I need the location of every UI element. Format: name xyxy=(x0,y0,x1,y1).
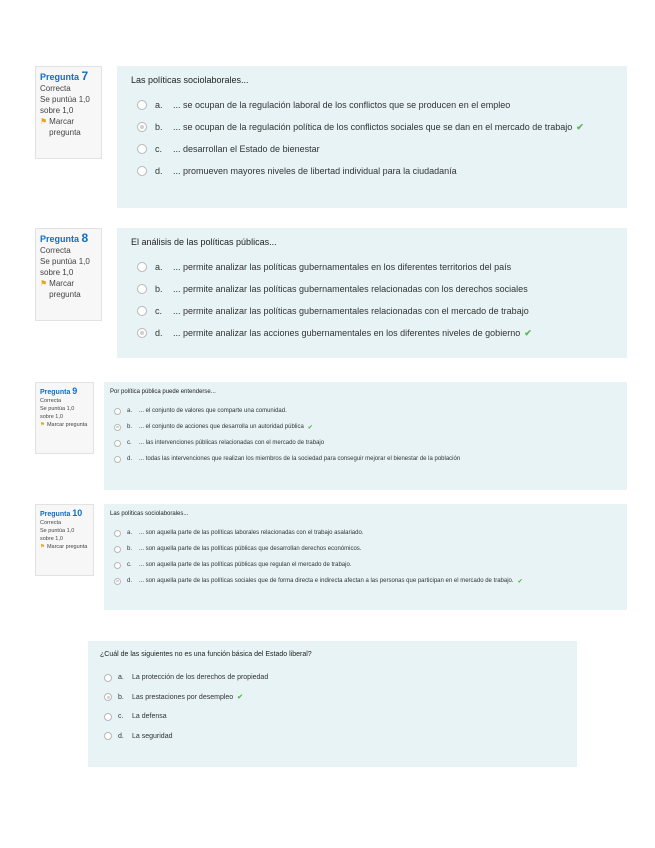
answer-text: ... son aquella parte de las políticas laborales relacionadas con el trabajo asalariado. xyxy=(139,530,364,536)
answer-text: La protección de los derechos de propiedad xyxy=(132,674,269,682)
question-state: Correcta xyxy=(40,398,62,404)
question-text: El análisis de las políticas públicas... xyxy=(131,237,277,247)
answer-text: ... desarrollan el Estado de bienestar xyxy=(173,144,320,154)
radio-button[interactable] xyxy=(137,100,147,110)
check-icon: ✔ xyxy=(517,578,523,585)
question-state: Correcta xyxy=(40,520,62,526)
question-grade: Se puntúa 1,0 sobre 1,0 xyxy=(40,406,75,420)
question-content xyxy=(117,66,627,208)
answer-option-a[interactable]: a. ... el conjunto de valores que comparte una comunidad. xyxy=(110,403,621,419)
answer-text: La defensa xyxy=(132,713,167,721)
flag-question-link[interactable]: ⚑ Marcar pregunta xyxy=(40,279,81,299)
radio-button[interactable] xyxy=(137,306,147,316)
question-content xyxy=(117,228,627,358)
answer-text: Las prestaciones por desempleo xyxy=(132,693,234,701)
answer-option-b[interactable]: b. ... son aquella parte de las políticas públicas que desarrollan derechos económicos. xyxy=(110,541,621,557)
answer-text: ... el conjunto de valores que comparte una comunidad. xyxy=(139,408,287,414)
question-number: Pregunta 9 xyxy=(40,386,78,396)
question-text: Las políticas sociolaborales... xyxy=(131,75,249,85)
radio-button[interactable] xyxy=(104,674,112,682)
check-icon: ✔ xyxy=(576,121,584,132)
answer-option-b[interactable]: b. ... se ocupan de la regulación política de los conflictos sociales que se dan en el mercado de trabajo ✔ xyxy=(131,116,613,138)
answer-option-d[interactable]: d. La seguridad xyxy=(100,727,565,747)
answer-option-c[interactable]: c. ... permite analizar las políticas gubernamentales relacionadas con el mercado de trabajo xyxy=(131,300,613,322)
question-grade: Se puntúa 1,0 sobre 1,0 xyxy=(40,95,90,115)
flag-icon: ⚑ xyxy=(40,279,48,288)
question-info xyxy=(35,66,102,159)
answer-text: ... todas las intervenciones que realizan los miembros de la sociedad para conseguir mejorar el bienestar de la población xyxy=(139,456,461,462)
question-grade: Se puntúa 1,0 sobre 1,0 xyxy=(40,528,75,542)
answer-option-c[interactable]: c. ... desarrollan el Estado de bienestar xyxy=(131,138,613,160)
answer-text: ... se ocupan de la regulación política de los conflictos sociales que se dan en el mercado de trabajo xyxy=(173,122,573,132)
answer-option-b[interactable]: b. ... permite analizar las políticas gubernamentales relacionadas con los derechos sociales xyxy=(131,278,613,300)
question-text: Por política pública puede entenderse... xyxy=(110,389,216,395)
question-info xyxy=(35,504,94,576)
radio-button[interactable] xyxy=(137,284,147,294)
answer-option-d[interactable]: d. ... permite analizar las acciones gubernamentales en los diferentes niveles de gobierno ✔ xyxy=(131,322,613,344)
radio-button[interactable] xyxy=(114,424,121,431)
check-icon: ✔ xyxy=(307,424,313,431)
question-content xyxy=(88,641,577,767)
radio-button[interactable] xyxy=(114,578,121,585)
radio-button[interactable] xyxy=(114,408,121,415)
question-text: ¿Cuál de las siguientes no es una función básica del Estado liberal? xyxy=(100,651,312,658)
question-state: Correcta xyxy=(40,84,71,93)
question-number: Pregunta 8 xyxy=(40,231,89,245)
answer-option-a[interactable]: a. La protección de los derechos de propiedad xyxy=(100,668,565,688)
answer-option-a[interactable]: a. ... son aquella parte de las políticas laborales relacionadas con el trabajo asalariado. xyxy=(110,525,621,541)
answer-option-d[interactable]: d. ... promueven mayores niveles de libertad individual para la ciudadanía xyxy=(131,160,613,182)
answer-text: La seguridad xyxy=(132,732,173,740)
flag-icon: ⚑ xyxy=(40,544,45,550)
answer-text: ... permite analizar las políticas gubernamentales relacionadas con el mercado de trabajo xyxy=(173,306,529,316)
radio-button[interactable] xyxy=(114,546,121,553)
answer-text: ... permite analizar las políticas gubernamentales relacionadas con los derechos sociales xyxy=(173,284,528,294)
answer-option-b[interactable]: b. ... el conjunto de acciones que desarrolla un autoridad pública ✔ xyxy=(110,419,621,435)
answer-text: ... permite analizar las acciones gubernamentales en los diferentes niveles de gobierno xyxy=(173,328,521,338)
answer-option-a[interactable]: a. ... se ocupan de la regulación laboral de los conflictos que se producen en el empleo xyxy=(131,94,613,116)
check-icon: ✔ xyxy=(524,327,532,338)
question-grade: Se puntúa 1,0 sobre 1,0 xyxy=(40,257,90,277)
radio-button[interactable] xyxy=(104,693,112,701)
answer-text: ... son aquella parte de las políticas públicas que regulan el mercado de trabajo. xyxy=(139,562,352,568)
answer-option-b[interactable]: b. Las prestaciones por desempleo ✔ xyxy=(100,688,565,708)
radio-button[interactable] xyxy=(114,456,121,463)
question-info xyxy=(35,382,94,454)
radio-button[interactable] xyxy=(114,440,121,447)
answer-option-c[interactable]: c. La defensa xyxy=(100,707,565,727)
radio-button[interactable] xyxy=(137,262,147,272)
answer-text: ... promueven mayores niveles de libertad individual para la ciudadanía xyxy=(173,166,457,176)
radio-button[interactable] xyxy=(114,562,121,569)
flag-question-link[interactable]: ⚑ Marcar pregunta xyxy=(40,544,88,550)
answer-text: ... son aquella parte de las políticas sociales que de forma directa e indirecta afectan a las personas que participan en el mercado de trabajo. xyxy=(139,578,514,584)
radio-button[interactable] xyxy=(104,732,112,740)
question-state: Correcta xyxy=(40,246,71,255)
answer-text: ... son aquella parte de las políticas públicas que desarrollan derechos económicos. xyxy=(139,546,362,552)
radio-button[interactable] xyxy=(137,328,147,338)
answer-option-d[interactable]: d. ... todas las intervenciones que realizan los miembros de la sociedad para conseguir mejorar el bienestar de la población xyxy=(110,451,621,467)
answer-option-d[interactable]: d. ... son aquella parte de las políticas sociales que de forma directa e indirecta afectan a las personas que participan en el mercado de trabajo. ✔ xyxy=(110,573,621,589)
check-icon: ✔ xyxy=(237,694,244,702)
radio-button[interactable] xyxy=(137,144,147,154)
answer-text: ... permite analizar las políticas gubernamentales en los diferentes territorios del país xyxy=(173,262,512,272)
question-number: Pregunta 10 xyxy=(40,508,83,518)
answer-text: ... el conjunto de acciones que desarrolla un autoridad pública xyxy=(139,424,304,430)
radio-button[interactable] xyxy=(137,166,147,176)
question-content xyxy=(104,382,627,490)
radio-button[interactable] xyxy=(137,122,147,132)
question-info xyxy=(35,228,102,321)
answer-option-c[interactable]: c. ... las intervenciones públicas relacionadas con el mercado de trabajo xyxy=(110,435,621,451)
flag-icon: ⚑ xyxy=(40,422,45,428)
radio-button[interactable] xyxy=(104,713,112,721)
answer-text: ... se ocupan de la regulación laboral de los conflictos que se producen en el empleo xyxy=(173,100,511,110)
answer-option-a[interactable]: a. ... permite analizar las políticas gubernamentales en los diferentes territorios del país xyxy=(131,256,613,278)
question-number: Pregunta 7 xyxy=(40,69,89,83)
flag-icon: ⚑ xyxy=(40,117,48,126)
answer-option-c[interactable]: c. ... son aquella parte de las políticas públicas que regulan el mercado de trabajo. xyxy=(110,557,621,573)
answer-text: ... las intervenciones públicas relacionadas con el mercado de trabajo xyxy=(139,440,325,446)
flag-question-link[interactable]: ⚑ Marcar pregunta xyxy=(40,117,81,137)
flag-question-link[interactable]: ⚑ Marcar pregunta xyxy=(40,422,88,428)
question-text: Las políticas sociolaborales... xyxy=(110,511,189,517)
radio-button[interactable] xyxy=(114,530,121,537)
question-content xyxy=(104,504,627,610)
